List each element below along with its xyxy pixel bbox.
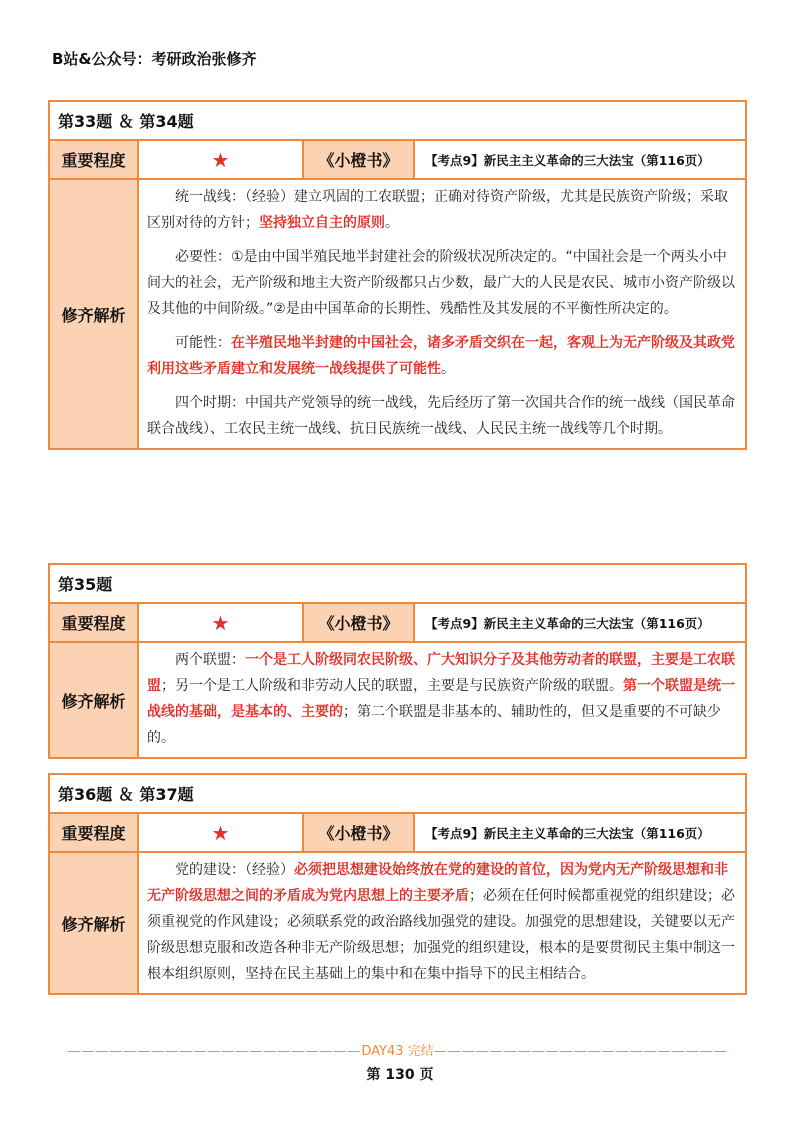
question-title: 第33题 ＆ 第34题 [50, 102, 745, 141]
question-title: 第35题 [50, 565, 745, 604]
highlight-text: 必须把思想建设始终放在党的建设的首位，因为党内无产阶级思想和非无产阶级思想之间的矛盾成为党内思想上的主要矛盾 [147, 862, 728, 904]
importance-label: 重要程度 [50, 141, 139, 178]
footer-dashes-right: ————————————————————— [433, 1044, 728, 1059]
question-card-36-37 [48, 773, 747, 995]
importance-row [50, 141, 745, 180]
question-title: 第36题 ＆ 第37题 [50, 775, 745, 814]
analysis-paragraph [147, 184, 737, 236]
body-text: 统一战线：（经验）建立巩固的工农联盟；正确对待资产阶级，尤其是民族资产阶级；采取区别对待的方针； [147, 189, 728, 231]
knowledge-point: 【考点9】新民主主义革命的三大法宝（第116页） [425, 825, 710, 841]
body-text: ；必须在任何时候都重视党的组织建设；必须重视党的作风建设；必须联系党的政治路线加强党的建设。加强党的思想建设，关键要以无产阶级思想克服和改造各种非无产阶级思想；加强党的组织建设，根本的是要贯彻民主集中制这一根本组织原则，坚持在民主基础上的集中和在集中指导下的民主相结合。 [147, 888, 735, 982]
importance-row [50, 604, 745, 643]
body-text: 必要性：①是由中国半殖民地半封建社会的阶级状况所决定的。“中国社会是一个两头小中间大的社会，无产阶级和地主大资产阶级都只占少数，最广大的人民是农民、城市小资产阶级以及其他的中间阶级。”②是由中国革命的长期性、残酷性及其发展的不平衡性所决定的。 [147, 249, 735, 317]
star-icon: ★ [139, 604, 304, 641]
analysis-content [139, 180, 745, 448]
highlight-text: 一个是工人阶级同农民阶级、广大知识分子及其他劳动者的联盟，主要是工农联盟 [147, 652, 735, 694]
body-text: 党的建设：（经验） [175, 862, 294, 878]
book-label: 《小橙书》 [304, 141, 415, 178]
question-card-33-34 [48, 100, 747, 450]
book-label: 《小橙书》 [304, 814, 415, 851]
book-label: 《小橙书》 [304, 604, 415, 641]
analysis-row [50, 180, 745, 448]
analysis-row [50, 643, 745, 757]
analysis-content [139, 643, 745, 757]
body-text: 。 [441, 361, 455, 377]
analysis-paragraph [147, 857, 737, 987]
highlight-text: 坚持独立自主的原则 [259, 215, 385, 231]
knowledge-point: 【考点9】新民主主义革命的三大法宝（第116页） [425, 152, 710, 168]
star-icon: ★ [139, 814, 304, 851]
analysis-paragraph [147, 390, 737, 442]
importance-label: 重要程度 [50, 814, 139, 851]
analysis-row [50, 853, 745, 993]
analysis-label: 修齐解析 [50, 643, 139, 757]
knowledge-point: 【考点9】新民主主义革命的三大法宝（第116页） [425, 615, 710, 631]
analysis-paragraph [147, 244, 737, 322]
body-text: 两个联盟： [175, 652, 245, 668]
analysis-label: 修齐解析 [50, 180, 139, 448]
analysis-content [139, 853, 745, 993]
page-number: 第 130 页 [366, 1067, 434, 1083]
importance-label: 重要程度 [50, 604, 139, 641]
analysis-paragraph [147, 330, 737, 382]
body-text: ；另一个是工人阶级和非劳动人民的联盟，主要是与民族资产阶级的联盟。 [161, 678, 623, 694]
footer-divider [48, 1040, 747, 1059]
body-text: 。 [385, 215, 399, 231]
highlight-text: 第一个联盟是统一战线的基础，是基本的、主要的 [147, 678, 735, 720]
page-header-source: B站&公众号：考研政治张修齐 [52, 50, 257, 68]
highlight-text: 在半殖民地半封建的中国社会，诸多矛盾交织在一起，客观上为无产阶级及其政党利用这些矛盾建立和发展统一战线提供了可能性 [147, 335, 735, 377]
star-icon: ★ [139, 141, 304, 178]
analysis-label: 修齐解析 [50, 853, 139, 993]
analysis-paragraph [147, 647, 737, 751]
question-card-35 [48, 563, 747, 759]
body-text: 可能性： [175, 335, 231, 351]
body-text: ；第二个联盟是非基本的、辅助性的，但又是重要的不可缺少的。 [147, 704, 721, 746]
footer-day-label: DAY43 完结 [361, 1044, 434, 1059]
footer-dashes-left: ————————————————————— [67, 1044, 362, 1059]
body-text: 四个时期：中国共产党领导的统一战线，先后经历了第一次国共合作的统一战线（国民革命联合战线）、工农民主统一战线、抗日民族统一战线、人民民主统一战线等几个时期。 [147, 395, 735, 437]
importance-row [50, 814, 745, 853]
